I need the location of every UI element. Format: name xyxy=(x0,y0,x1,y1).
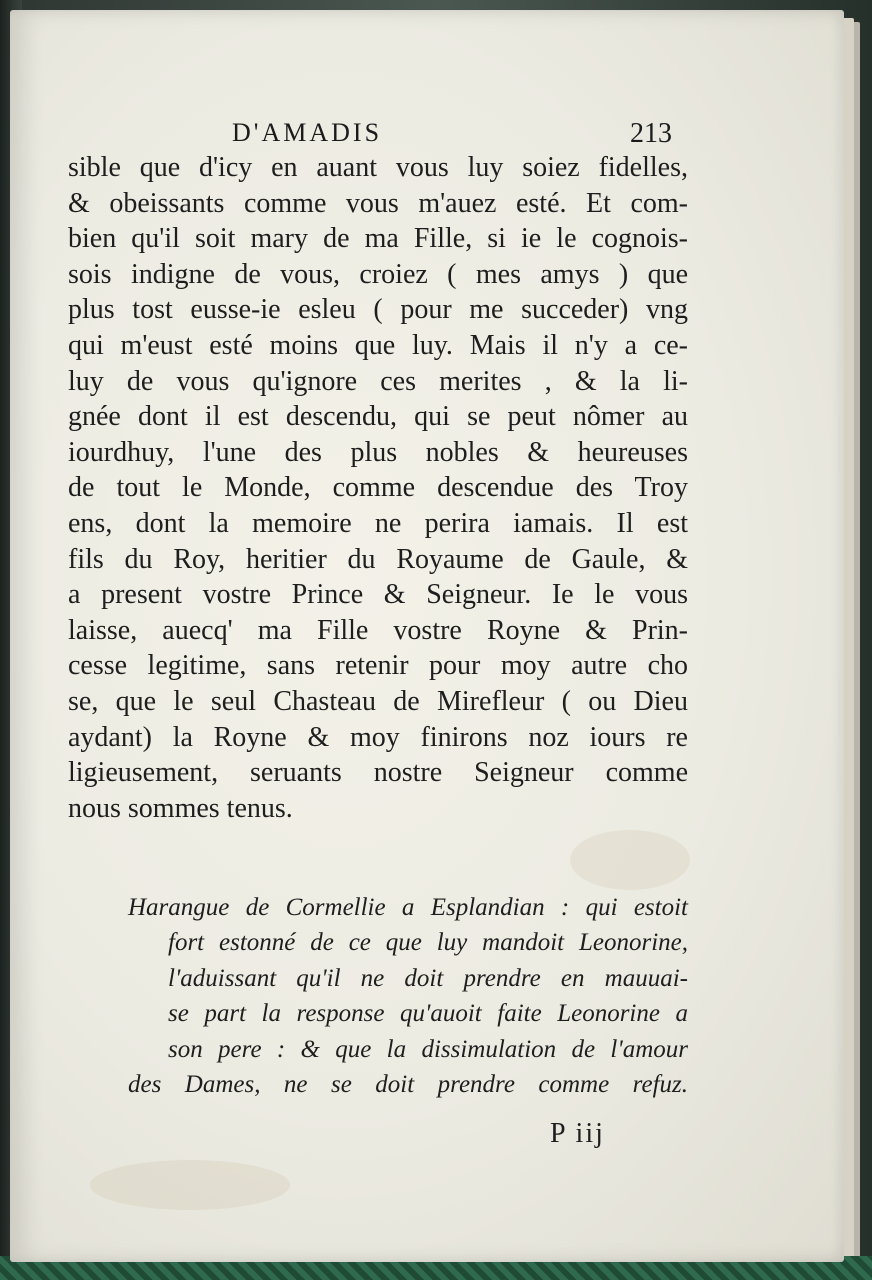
running-title: D'AMADIS xyxy=(232,118,383,147)
paper-stain xyxy=(90,1160,290,1210)
text-line: se, que le seul Chasteau de Mirefleur ( ou Dieu xyxy=(68,685,688,717)
text-line: sois indigne de vous, croiez ( mes amys ) que xyxy=(68,258,688,290)
text-line: luy de vous qu'ignore ces merites , & la li- xyxy=(68,365,688,397)
headnote-line: se part la response qu'auoit faite Leonorine a xyxy=(168,1000,688,1028)
text-line: fils du Roy, heritier du Royaume de Gaule, & xyxy=(68,543,688,575)
text-line: gnée dont il est descendu, qui se peut nômer au xyxy=(68,401,688,433)
text-line: ens, dont la memoire ne perira iamais. Il est xyxy=(68,507,688,539)
text-line: laisse, auecq' ma Fille vostre Royne & Prin- xyxy=(68,614,688,646)
text-line: qui m'eust esté moins que luy. Mais il n'y a ce- xyxy=(68,329,688,361)
paper-stain xyxy=(570,830,690,890)
chapter-headnote xyxy=(128,890,688,1102)
headnote-line: fort estonné de ce que luy mandoit Leonorine, xyxy=(168,929,688,957)
headnote-line: l'aduissant qu'il ne doit prendre en mauuai- xyxy=(168,964,688,992)
text-line: & obeissants comme vous m'auez esté. Et com- xyxy=(68,187,688,219)
headnote-line: son pere : & que la dissimulation de l'amour xyxy=(168,1035,688,1063)
text-line: a present vostre Prince & Seigneur. Ie le vous xyxy=(68,579,688,611)
text-line: aydant) la Royne & moy finirons noz iours re xyxy=(68,721,688,753)
text-line: plus tost eusse-ie esleu ( pour me succeder) vng xyxy=(68,294,688,326)
headnote-line: des Dames, ne se doit prendre comme refuz. xyxy=(128,1070,688,1098)
text-line: iourdhuy, l'une des plus nobles & heureuses xyxy=(68,436,688,468)
headnote-line: Harangue de Cormellie a Esplandian : qui estoit xyxy=(128,894,688,921)
text-line: de tout le Monde, comme descendue des Troy xyxy=(68,472,688,504)
body-paragraph xyxy=(68,150,688,826)
signature-mark: P iij xyxy=(550,1118,605,1149)
text-line: ligieusement, seruants nostre Seigneur comme xyxy=(68,757,688,789)
text-line: sible que d'icy en auant vous luy soiez fidelles, xyxy=(68,152,688,183)
page-number: 213 xyxy=(630,118,672,149)
text-line: cesse legitime, sans retenir pour moy autre cho xyxy=(68,650,688,682)
book-page xyxy=(10,10,844,1262)
text-line: bien qu'il soit mary de ma Fille, si ie le cognois- xyxy=(68,223,688,255)
text-line: nous sommes tenus. xyxy=(68,792,293,824)
